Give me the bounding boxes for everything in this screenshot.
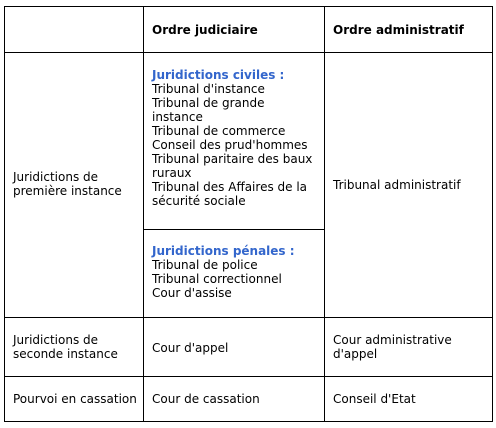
- penales-item: Cour d'assise: [152, 286, 232, 300]
- cour-administrative-line: Cour administrative: [333, 333, 452, 347]
- civiles-item: Tribunal de commerce: [152, 124, 286, 138]
- cour-appel: Cour d'appel: [152, 341, 229, 355]
- row-label-seconde-instance-cell: [4, 317, 144, 377]
- row-label-line: seconde instance: [13, 347, 118, 361]
- header-judiciaire-cell: [143, 6, 325, 53]
- cour-administrative-appel-cell: [324, 317, 493, 377]
- tribunal-administratif: Tribunal administratif: [333, 178, 461, 192]
- header-administratif: Ordre administratif: [333, 23, 464, 37]
- cour-administrative-appel: [333, 333, 452, 361]
- cour-administrative-line: d'appel: [333, 347, 378, 361]
- tribunal-administratif-cell: [324, 52, 493, 318]
- penales-title: Juridictions pénales :: [152, 244, 295, 258]
- row-label-premiere-instance: [13, 170, 122, 198]
- row-label-cassation: Pourvoi en cassation: [13, 392, 137, 406]
- civiles-item: instance: [152, 110, 203, 124]
- civiles-item: Tribunal de grande: [152, 96, 265, 110]
- row-label-line: première instance: [13, 184, 122, 198]
- cour-appel-cell: [143, 317, 325, 377]
- civiles-item: sécurité sociale: [152, 194, 246, 208]
- penales-item: Tribunal de police: [152, 258, 258, 272]
- civiles-item: Conseil des prud'hommes: [152, 138, 308, 152]
- cour-cassation: Cour de cassation: [152, 392, 260, 406]
- header-judiciaire: Ordre judiciaire: [152, 23, 258, 37]
- penales-cell: [143, 229, 325, 318]
- civiles-block: [152, 68, 312, 208]
- civiles-item: ruraux: [152, 166, 192, 180]
- penales-item: Tribunal correctionnel: [152, 272, 282, 286]
- row-label-premiere-instance-cell: [4, 52, 144, 318]
- conseil-etat: Conseil d'Etat: [333, 392, 416, 406]
- row-label-line: Juridictions de: [13, 170, 99, 184]
- header-empty-cell: [4, 6, 144, 53]
- penales-block: [152, 244, 295, 300]
- row-label-cassation-cell: [4, 376, 144, 422]
- cour-cassation-cell: [143, 376, 325, 422]
- row-label-line: Juridictions de: [13, 333, 99, 347]
- civiles-cell: [143, 52, 325, 230]
- header-administratif-cell: [324, 6, 493, 53]
- jurisdiction-table: [4, 6, 493, 422]
- civiles-item: Tribunal des Affaires de la: [152, 180, 308, 194]
- civiles-title: Juridictions civiles :: [152, 68, 285, 82]
- conseil-etat-cell: [324, 376, 493, 422]
- row-label-seconde-instance: [13, 333, 118, 361]
- civiles-item: Tribunal paritaire des baux: [152, 152, 313, 166]
- civiles-item: Tribunal d'instance: [152, 82, 265, 96]
